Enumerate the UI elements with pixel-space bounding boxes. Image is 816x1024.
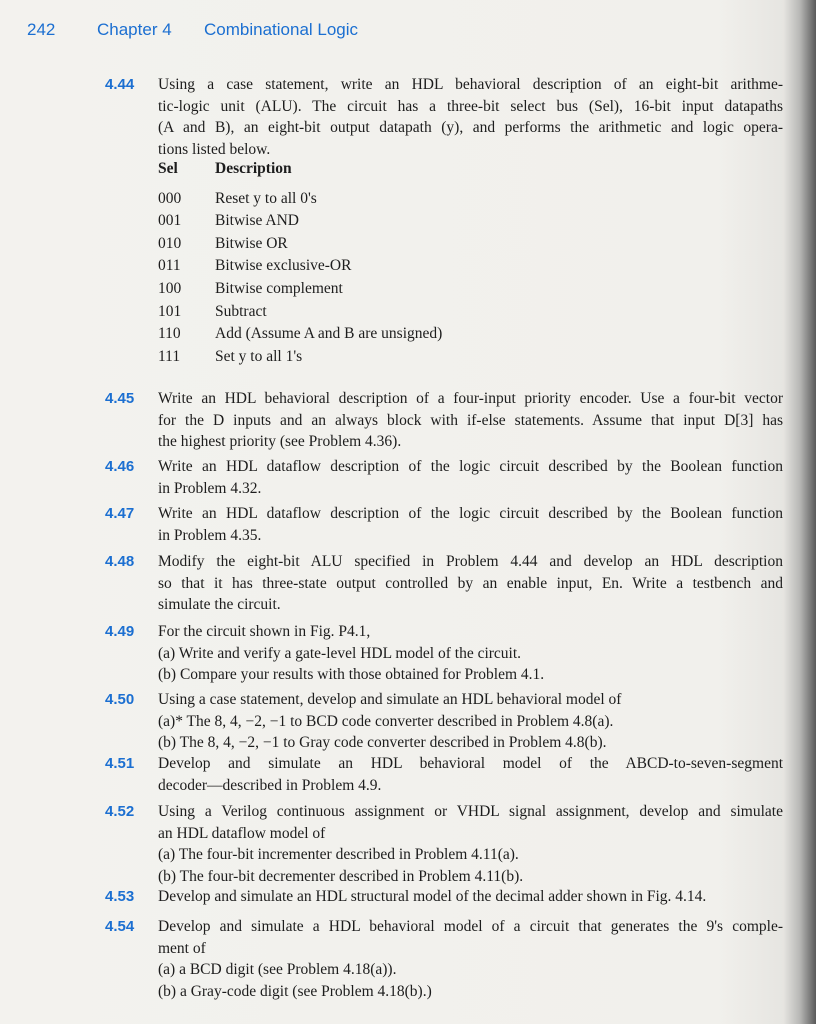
sel-code: 010 bbox=[158, 234, 182, 252]
operation-description: Add (Assume A and B are unsigned) bbox=[215, 325, 443, 343]
operation-description: Bitwise AND bbox=[215, 212, 299, 230]
problem-text-line: Develop and simulate an HDL structural model of the decimal adder shown in Fig. 4.14. bbox=[158, 888, 707, 905]
table-row bbox=[158, 188, 442, 211]
problem-4-49 bbox=[105, 621, 785, 686]
problem-text-line: ment of bbox=[158, 939, 206, 957]
sel-code: 011 bbox=[158, 257, 181, 275]
table-header bbox=[158, 158, 442, 181]
problem-number: 4.49 bbox=[105, 623, 135, 640]
problem-text-line: (b) Compare your results with those obtained for Problem 4.1. bbox=[158, 666, 545, 683]
sel-code: 110 bbox=[158, 325, 181, 343]
sel-code: 100 bbox=[158, 279, 182, 297]
problem-text-line: the highest priority (see Problem 4.36). bbox=[158, 433, 402, 450]
operation-description: Subtract bbox=[215, 302, 267, 320]
chapter-label: Chapter 4 bbox=[97, 20, 172, 39]
problem-4-48 bbox=[105, 551, 785, 616]
table-row bbox=[158, 301, 442, 324]
problem-4-47 bbox=[105, 503, 785, 546]
problem-text-line: for the D inputs and an always block with if-else statements. Assume that input D[3] has bbox=[158, 411, 783, 429]
problem-text-line: Write an HDL behavioral description of a four-input priority encoder. Use a four-bit vector bbox=[158, 390, 783, 407]
problem-text-line: Write an HDL dataflow description of the logic circuit described by the Boolean function bbox=[158, 505, 783, 522]
problem-text-line: an HDL dataflow model of bbox=[158, 824, 326, 842]
problem-4-46 bbox=[105, 456, 785, 499]
problem-number: 4.47 bbox=[105, 505, 135, 522]
operation-description: Set y to all 1's bbox=[215, 347, 303, 365]
problem-text-line: (b) a Gray-code digit (see Problem 4.18(b).) bbox=[158, 982, 432, 1000]
problem-text-line: tions listed below. bbox=[158, 140, 271, 158]
problem-text-line: Using a Verilog continuous assignment or VHDL signal assignment, develop and simulate bbox=[158, 803, 783, 820]
problem-number: 4.45 bbox=[105, 390, 135, 407]
problem-4-45 bbox=[105, 388, 785, 453]
problem-text-line: in Problem 4.32. bbox=[158, 479, 262, 497]
problem-4-44 bbox=[105, 74, 785, 160]
problem-number: 4.53 bbox=[105, 888, 135, 905]
problem-text-line: (A and B), an eight-bit output datapath (y), and performs the arithmetic and logic opera- bbox=[158, 119, 783, 136]
problem-text-line: decoder—described in Problem 4.9. bbox=[158, 776, 382, 794]
table-row bbox=[158, 233, 442, 256]
table-row bbox=[158, 278, 442, 301]
problem-number: 4.48 bbox=[105, 553, 135, 570]
problem-text-line: (a)* The 8, 4, −2, −1 to BCD code converter described in Problem 4.8(a). bbox=[158, 712, 614, 730]
problem-number: 4.51 bbox=[105, 755, 135, 772]
problem-number: 4.46 bbox=[105, 458, 135, 475]
page-number: 242 bbox=[27, 20, 56, 39]
operation-description: Bitwise OR bbox=[215, 234, 288, 252]
problem-text-line: (a) a BCD digit (see Problem 4.18(a)). bbox=[158, 961, 397, 978]
problem-text-line: (b) The 8, 4, −2, −1 to Gray code converter described in Problem 4.8(b). bbox=[158, 734, 607, 751]
problem-4-53 bbox=[105, 886, 785, 908]
operation-description: Bitwise exclusive-OR bbox=[215, 257, 352, 275]
sel-code: 101 bbox=[158, 302, 182, 320]
problem-text-line: (a) Write and verify a gate-level HDL model of the circuit. bbox=[158, 644, 522, 662]
problem-text-line: so that it has three-state output controlled by an enable input, En. Write a testbench and bbox=[158, 574, 783, 592]
problem-text-line: Modify the eight-bit ALU specified in Problem 4.44 and develop an HDL description bbox=[158, 553, 783, 570]
problem-text-line: in Problem 4.35. bbox=[158, 526, 262, 544]
table-row bbox=[158, 255, 442, 278]
problem-4-51 bbox=[105, 753, 785, 796]
problem-number: 4.44 bbox=[105, 76, 135, 93]
sel-code: 001 bbox=[158, 212, 182, 230]
problem-text-line: Using a case statement, write an HDL behavioral description of an eight-bit arithme- bbox=[158, 76, 783, 93]
table-row bbox=[158, 346, 442, 369]
description-header: Description bbox=[215, 160, 292, 177]
problem-text-line: Develop and simulate a HDL behavioral model of a circuit that generates the 9's comple- bbox=[158, 918, 783, 935]
operation-description: Reset y to all 0's bbox=[215, 189, 317, 207]
problem-number: 4.54 bbox=[105, 918, 135, 935]
problem-text-line: For the circuit shown in Fig. P4.1, bbox=[158, 623, 371, 640]
table-row bbox=[158, 323, 442, 346]
problem-4-52 bbox=[105, 801, 785, 887]
operation-description: Bitwise complement bbox=[215, 279, 343, 297]
problem-text-line: (b) The four-bit decrementer described in Problem 4.11(b). bbox=[158, 867, 524, 885]
problem-4-54 bbox=[105, 916, 785, 1002]
alu-operation-table bbox=[158, 158, 442, 368]
table-row bbox=[158, 210, 442, 233]
chapter-title: Combinational Logic bbox=[204, 20, 359, 39]
problem-text-line: simulate the circuit. bbox=[158, 596, 281, 613]
sel-code: 000 bbox=[158, 189, 182, 207]
problem-text-line: tic-logic unit (ALU). The circuit has a three-bit select bus (Sel), 16-bit input datapaths bbox=[158, 97, 783, 115]
problem-text-line: Using a case statement, develop and simulate an HDL behavioral model of bbox=[158, 691, 622, 708]
sel-header: Sel bbox=[158, 160, 178, 177]
problem-4-50 bbox=[105, 689, 785, 754]
problem-text-line: (a) The four-bit incrementer described in Problem 4.11(a). bbox=[158, 846, 519, 863]
sel-code: 111 bbox=[158, 347, 181, 365]
problem-number: 4.52 bbox=[105, 803, 135, 820]
problem-text-line: Develop and simulate an HDL behavioral model of the ABCD-to-seven-segment bbox=[158, 755, 783, 772]
problem-text-line: Write an HDL dataflow description of the logic circuit described by the Boolean function bbox=[158, 458, 783, 475]
problem-number: 4.50 bbox=[105, 691, 135, 708]
